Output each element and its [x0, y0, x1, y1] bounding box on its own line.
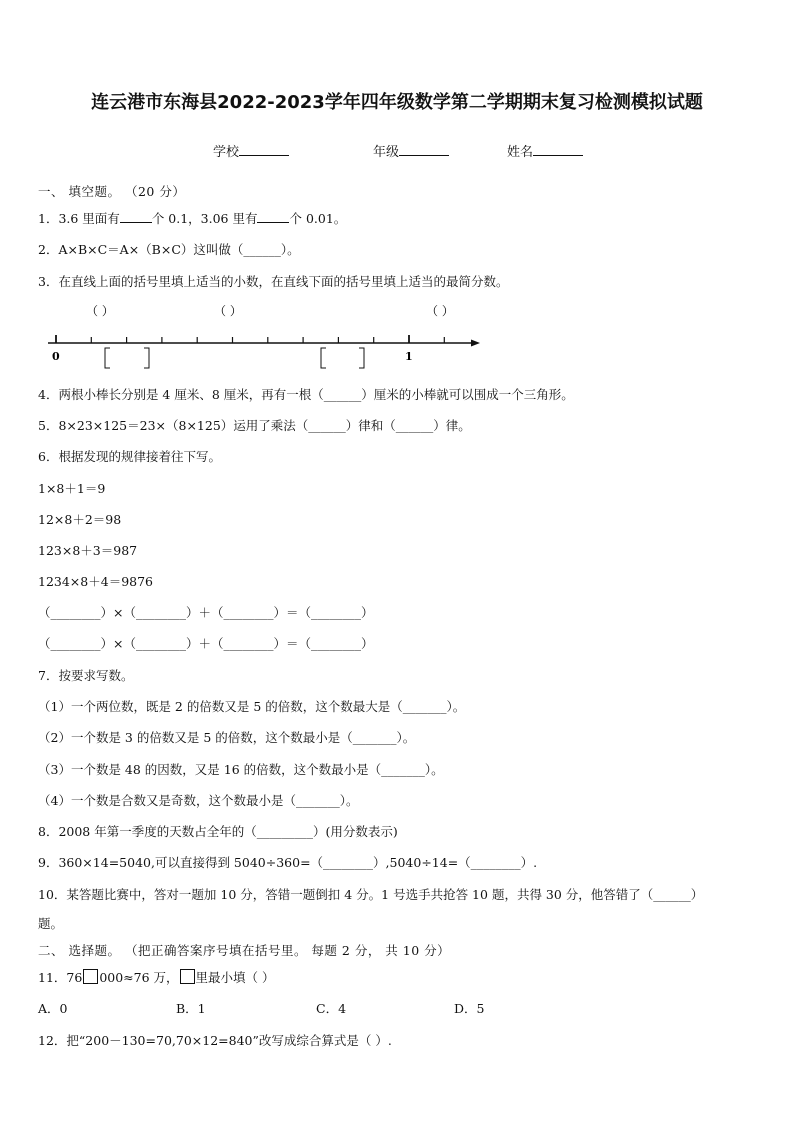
- question-3: 3．在直线上面的括号里填上适当的小数，在直线下面的括号里填上适当的最简分数。: [38, 274, 509, 289]
- question-9: 9．360×14=5040,可以直接得到 5040÷360=（________）,5040÷14=（________）.: [38, 855, 538, 870]
- q11-option-b[interactable]: B．1: [176, 1001, 206, 1016]
- pattern-line-2: 12×8＋2＝98: [38, 512, 122, 527]
- q1-part-b: 个 0.1，3.06 里有: [151, 211, 258, 226]
- pattern-line-3: 123×8＋3＝987: [38, 543, 138, 558]
- q7-item-4: （4）一个数是合数又是奇数，这个数最小是（_______）。: [38, 793, 359, 808]
- pattern-answer-line-1[interactable]: （________）×（________）＋（________）＝（________）: [38, 605, 374, 620]
- label-one: 1: [405, 350, 413, 363]
- name-label: 姓名: [507, 145, 534, 160]
- question-8: 8．2008 年第一季度的天数占全年的（_________）(用分数表示): [38, 824, 398, 839]
- top-paren-1[interactable]: （ ）: [86, 304, 114, 318]
- q1-part-c: 个 0.01。: [289, 211, 347, 226]
- pattern-line-1: 1×8＋1＝9: [38, 481, 106, 496]
- page-title: 连云港市东海县2022-2023学年四年级数学第二学期期末复习检测模拟试题: [91, 92, 703, 113]
- bottom-bracket-2-right: [359, 348, 364, 368]
- section-fill-in-heading: 一、 填空题。 （20 分）: [38, 184, 186, 199]
- question-2: 2．A×B×C＝A×（B×C）这叫做（______）。: [38, 242, 300, 257]
- top-paren-3[interactable]: （ ）: [426, 304, 454, 318]
- question-1: [38, 209, 346, 227]
- question-7: 7．按要求写数。: [38, 668, 134, 683]
- school-blank[interactable]: [239, 143, 289, 156]
- pattern-line-4: 1234×8＋4＝9876: [38, 574, 154, 589]
- q1-blank-1[interactable]: [120, 210, 152, 223]
- school-label: 学校: [213, 145, 240, 160]
- tick-marks: [56, 335, 444, 343]
- q11-option-a[interactable]: A．0: [38, 1001, 68, 1016]
- blank-box-icon: [180, 969, 195, 984]
- bottom-bracket-2-left[interactable]: [321, 348, 326, 368]
- question-11: [38, 968, 275, 986]
- arrow-head-icon: [471, 340, 480, 347]
- bottom-bracket-1-right: [144, 348, 149, 368]
- grade-label: 年级: [373, 145, 400, 160]
- q11-part-a: 11．76: [38, 970, 83, 985]
- question-12: 12．把“200－130=70,70×12=840”改写成综合算式是（ ）.: [38, 1033, 392, 1048]
- name-field[interactable]: [507, 141, 583, 160]
- pattern-answer-line-2[interactable]: （________）×（________）＋（________）＝（________）: [38, 636, 374, 651]
- q1-part-a: 1．3.6 里面有: [38, 211, 120, 226]
- number-line-figure: [38, 300, 488, 372]
- blank-box-icon[interactable]: [83, 969, 98, 984]
- school-field[interactable]: [213, 141, 289, 160]
- question-10: 10．某答题比赛中，答对一题加 10 分，答错一题倒扣 4 分。1 号选手共抢答 10 题，共得 30 分，他答错了（______）: [38, 887, 704, 902]
- q7-item-3: （3）一个数是 48 的因数，又是 16 的倍数，这个数最小是（_______）。: [38, 762, 444, 777]
- label-zero: 0: [52, 350, 60, 363]
- name-blank[interactable]: [533, 143, 583, 156]
- q11-part-c: 里最小填（ ）: [195, 970, 275, 985]
- grade-field[interactable]: [373, 141, 449, 160]
- section-choice-heading: 二、 选择题。 （把正确答案序号填在括号里。 每题 2 分， 共 10 分）: [38, 943, 451, 958]
- question-6: 6．根据发现的规律接着往下写。: [38, 449, 221, 464]
- grade-blank[interactable]: [399, 143, 449, 156]
- q1-blank-2[interactable]: [257, 210, 289, 223]
- q11-option-d[interactable]: D．5: [454, 1001, 485, 1016]
- top-paren-2[interactable]: （ ）: [214, 304, 242, 318]
- q11-option-c[interactable]: C．4: [316, 1001, 347, 1016]
- question-10-continuation: 题。: [38, 916, 64, 931]
- bottom-bracket-1-left[interactable]: [105, 348, 110, 368]
- q7-item-2: （2）一个数是 3 的倍数又是 5 的倍数，这个数最小是（_______）。: [38, 730, 416, 745]
- q11-part-b: 000≈76 万，: [99, 970, 179, 985]
- q7-item-1: （1）一个两位数，既是 2 的倍数又是 5 的倍数，这个数最大是（_______）。: [38, 699, 466, 714]
- question-4: 4．两根小棒长分别是 4 厘米、8 厘米，再有一根（______）厘米的小棒就可以围成一个三角形。: [38, 387, 574, 402]
- question-5: 5．8×23×125＝23×（8×125）运用了乘法（______）律和（______）律。: [38, 418, 471, 433]
